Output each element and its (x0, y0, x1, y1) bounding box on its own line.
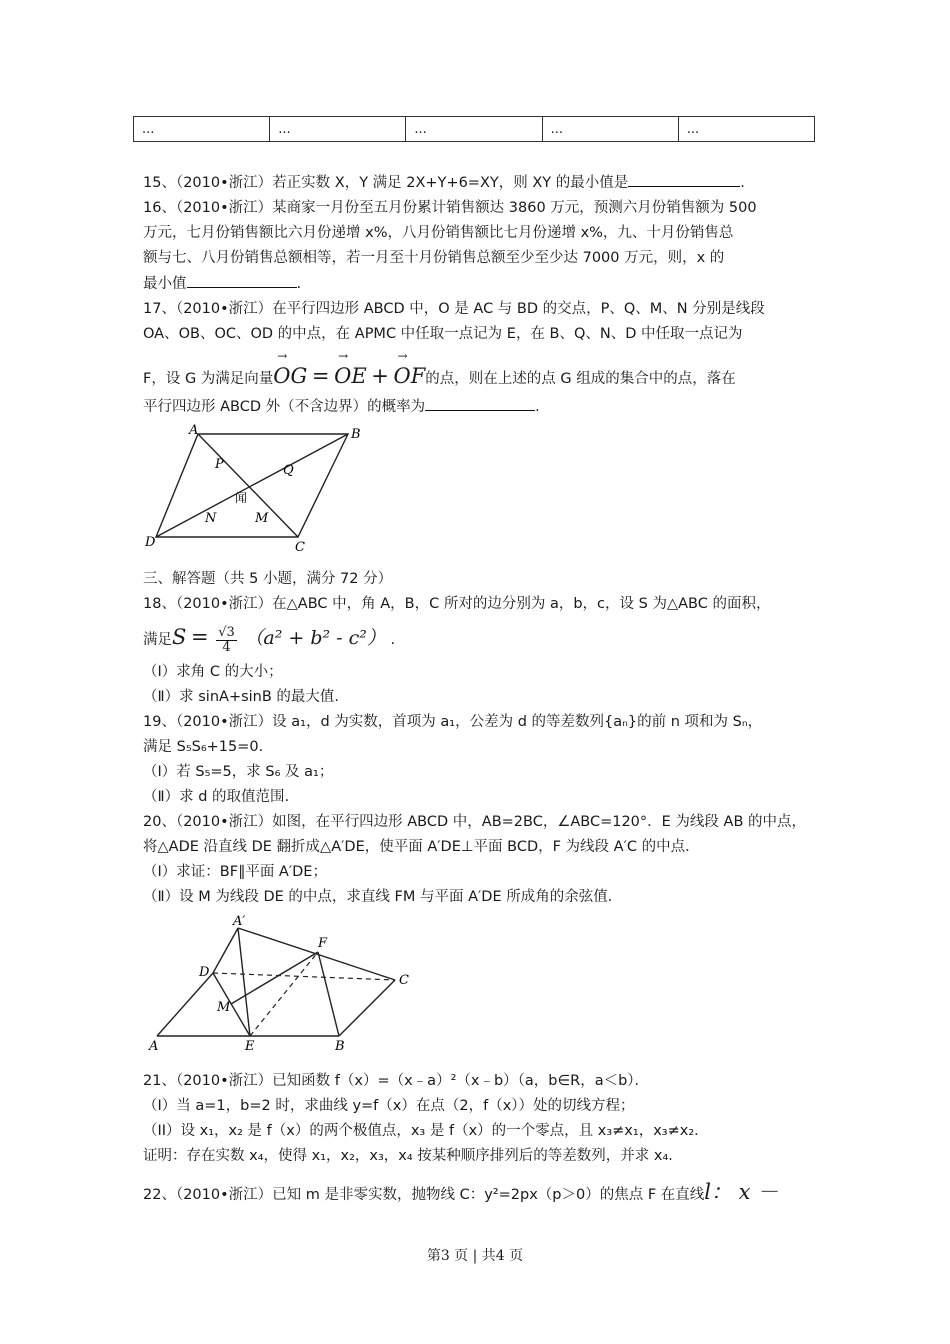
table-cell: ... (270, 117, 406, 142)
answer-table (133, 116, 815, 142)
question-19: 19、（2010•浙江）设 a₁，d 为实数，首项为 a₁，公差为 d 的等差数列{aₙ}的前 n 项和为 Sₙ， 满足 S₅S₆+15=0. （Ⅰ）若 S₅=5，求 S₆ 及 a₁； （Ⅱ）求 d 的取值范围. (143, 714, 763, 805)
vector-oe: → OE (334, 361, 367, 391)
vector-of: → OF (394, 361, 426, 391)
label-a-prime: A′ (233, 914, 246, 929)
question-16: 16、（2010•浙江）某商家一月份至五月份累计销售额达 3860 万元，预测六月份销售额为 500 万元，七月份销售额比六月份递增 x%，八月份销售额比七月份递增 x%，九、十月份销售总 额与七、八月份销售总额相等，若一月至十月份销售总额至少至少达 7000 万元，则，x 的 最小值 . (143, 200, 757, 292)
section-heading: 三、解答题（共 5 小题，满分 72 分） (143, 571, 393, 587)
label-o: 闻 (235, 491, 248, 505)
question-21: 21、（2010•浙江）已知函数 f（x）=（x﹣a）²（x﹣b）（a，b∈R，a＜b）． （I）当 a=1，b=2 时，求曲线 y=f（x）在点（2，f（x））处的切线方程； （II）设 x₁，x₂ 是 f（x）的两个极值点，x₃ 是 f（x）的一个零点，且 x₃≠x₁，x₃≠x₂． 证明：存在实数 x₄，使得 x₁，x₂，x₃，x₄ 按某种顺序排列后的等差数列，并求 x₄． (143, 1073, 709, 1164)
label-d: D (145, 535, 156, 550)
fraction: $\frac{√3}{4}$ (218, 624, 235, 655)
vector-og: → OG (273, 361, 307, 391)
table-cell: ... (542, 117, 678, 142)
folded-parallelogram-figure (143, 914, 815, 1063)
answer-blank (187, 271, 297, 288)
parallelogram-diagram (143, 424, 383, 552)
label-e: E (245, 1039, 255, 1054)
question-17: 17、（2010•浙江）在平行四边形 ABCD 中，O 是 AC 与 BD 的交点，P、Q、M、N 分别是线段 OA、OB、OC、OD 的中点，在 APMC 中任取一点记为 E，在 B、Q、N、D 中任取一点记为 F，设 G 为满足向量→ OG = → OE + → OF的点，则在上述的点 G 组成的集合中的点，落在 平行四边形 ABCD 外（不含边界）的概率为 . A B C D P Q M N 闻 (143, 297, 815, 561)
folded-parallelogram-diagram (143, 914, 433, 1054)
label-m: M (255, 511, 269, 526)
label-n: N (205, 511, 217, 526)
label-a: A (189, 424, 199, 438)
answer-blank (628, 170, 740, 187)
question-20: 20、（2010•浙江）如图，在平行四边形 ABCD 中，AB=2BC，∠ABC=120°．E 为线段 AB 的中点， 将△ADE 沿直线 DE 翻折成△A′DE，使平面 A′DE⊥平面 BCD，F 为线段 A′C 的中点． （Ⅰ）求证：BF∥平面 A′DE； （Ⅱ）设 M 为线段 DE 的中点，求直线 FM 与平面 A′DE 所成角的余弦值． A′ D F C M A E B (143, 810, 815, 1063)
label-f: F (318, 936, 328, 951)
answer-blank (425, 394, 535, 411)
label-m: M (217, 1000, 231, 1015)
table-row (134, 117, 815, 142)
question-18: 18、（2010•浙江）在△ABC 中，角 A，B，C 所对的边分别为 a，b，c，设 S 为△ABC 的面积， 满足S = $\frac{√3}{4}$ （a² + b² - c²） . （Ⅰ）求角 C 的大小； （Ⅱ）求 sinA+sinB 的最大值. (143, 596, 771, 705)
diagonal-bd (156, 434, 348, 537)
label-b: B (335, 1039, 345, 1054)
table-cell: ... (406, 117, 542, 142)
label-b: B (351, 427, 361, 442)
label-c: C (399, 973, 409, 988)
page-footer: 第3 页 | 共4 页 (426, 1248, 524, 1264)
label-d: D (199, 965, 210, 980)
question-22: 22、（2010•浙江）已知 m 是非零实数，抛物线 C：y²=2px（p＞0）的焦点 F 在直线l： x － (143, 1180, 779, 1204)
parallelogram-figure (143, 424, 815, 561)
table-cell: ... (678, 117, 814, 142)
label-c: C (295, 540, 305, 552)
question-body (143, 170, 815, 1210)
table-cell: ... (134, 117, 270, 142)
label-a: A (149, 1039, 159, 1054)
label-q: Q (283, 463, 294, 478)
label-p: P (215, 457, 224, 472)
question-15: 15、（2010•浙江）若正实数 X，Y 满足 2X+Y+6=XY，则 XY 的最小值是 . (143, 170, 815, 196)
